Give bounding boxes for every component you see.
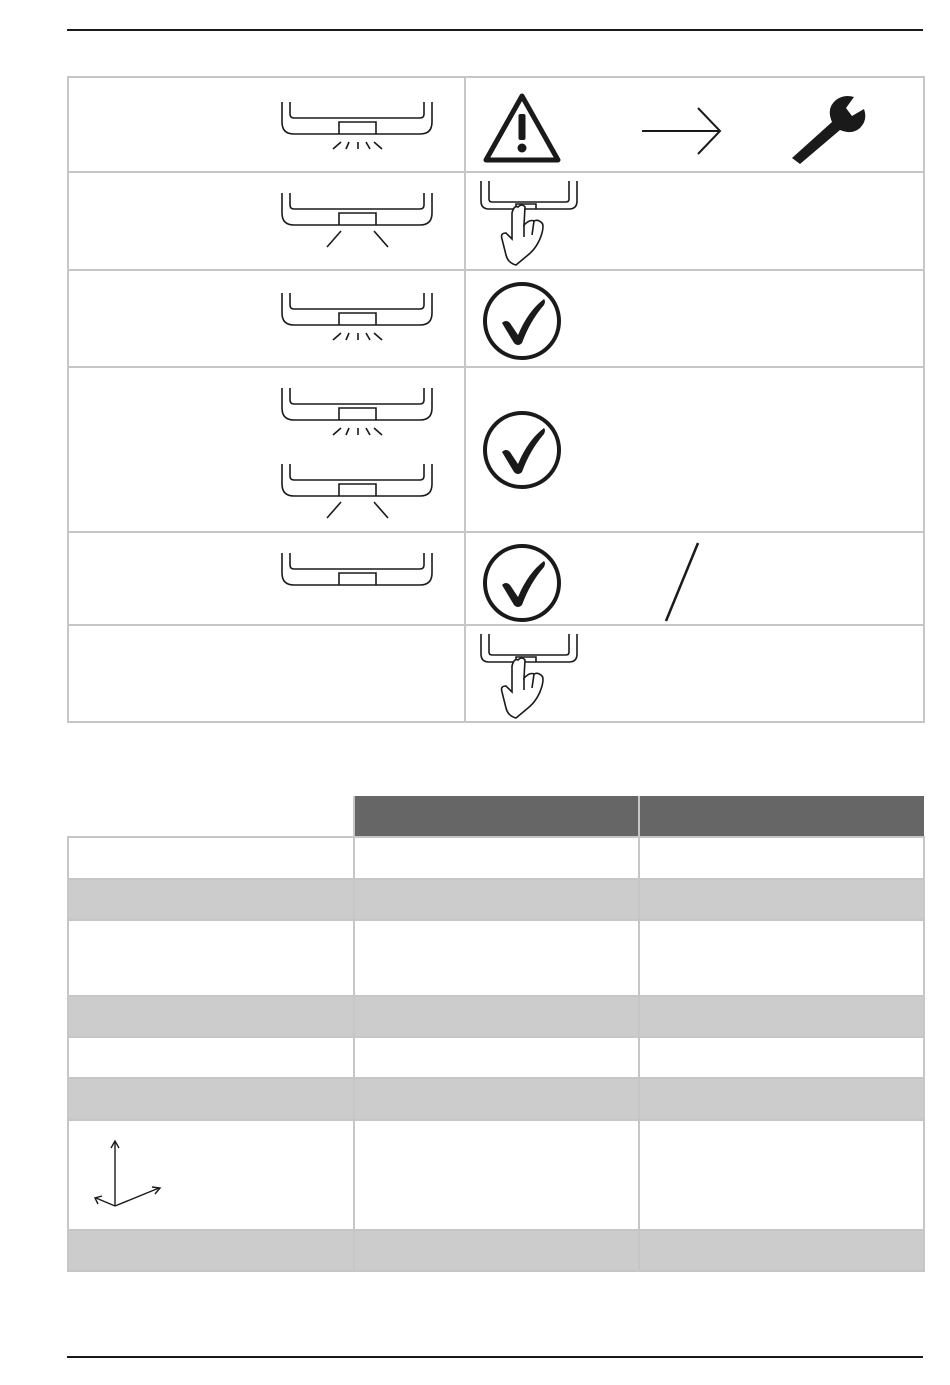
status-row: [68, 270, 924, 367]
spec-cell: [354, 837, 639, 879]
spec-row: [68, 996, 924, 1037]
state-cell: [465, 367, 924, 532]
spec-header-col-2: [639, 796, 924, 837]
button-light-on-icon: [279, 191, 435, 251]
spec-cell: [354, 1230, 639, 1271]
indicator-cell: [68, 270, 465, 367]
status-indicator-table: [67, 76, 925, 723]
button-light-flashing-icon: [279, 100, 435, 150]
state-cell: [465, 77, 924, 172]
indicator-cell: [68, 172, 465, 270]
button-light-on-icon: [279, 462, 435, 522]
spec-cell: [68, 1120, 354, 1230]
spec-row: [68, 1230, 924, 1271]
spec-row: [68, 1037, 924, 1078]
spec-cell: [639, 996, 924, 1037]
spec-header-col-1: [354, 796, 639, 837]
spec-cell: [68, 920, 354, 996]
indicator-cell: [68, 625, 465, 722]
spec-cell: [639, 1230, 924, 1271]
spec-cell: [639, 1120, 924, 1230]
press-button-icon: [478, 632, 582, 722]
spec-row: [68, 920, 924, 996]
spec-cell: [354, 879, 639, 920]
warning-triangle-icon: [482, 92, 562, 164]
spec-row: [68, 1120, 924, 1230]
status-row: [68, 532, 924, 625]
spec-cell: [354, 920, 639, 996]
button-light-off-icon: [279, 551, 435, 591]
indicator-cell: [68, 77, 465, 172]
spec-cell: [639, 879, 924, 920]
spec-cell: [639, 1037, 924, 1078]
spec-cell: [354, 1037, 639, 1078]
arrow-right-icon: [640, 104, 724, 158]
state-cell: [465, 532, 924, 625]
status-row: [68, 77, 924, 172]
state-cell: [465, 270, 924, 367]
spec-cell: [354, 1120, 639, 1230]
spec-cell: [639, 920, 924, 996]
spec-header-blank: [68, 796, 354, 837]
xyz-axes-icon: [93, 1138, 163, 1212]
header-rule: [67, 29, 923, 31]
button-light-flashing-icon: [279, 291, 435, 341]
spec-cell: [354, 996, 639, 1037]
spec-cell: [639, 837, 924, 879]
status-row: [68, 172, 924, 270]
spec-cell: [68, 1230, 354, 1271]
indicator-cell: [68, 367, 465, 532]
indicator-cell: [68, 532, 465, 625]
press-button-icon: [478, 179, 582, 269]
check-circle-icon: [482, 410, 562, 490]
spec-cell: [68, 837, 354, 879]
check-circle-icon: [482, 281, 562, 361]
status-row: [68, 367, 924, 532]
slash-separator-icon: [662, 541, 702, 623]
spec-table: [67, 796, 925, 1272]
spec-row: [68, 1078, 924, 1120]
spec-cell: [639, 1078, 924, 1120]
spec-cell: [68, 879, 354, 920]
spec-row: [68, 879, 924, 920]
spec-row: [68, 837, 924, 879]
status-row: [68, 625, 924, 722]
button-light-flashing-icon: [279, 386, 435, 436]
check-circle-icon: [482, 543, 562, 623]
spec-header-row: [68, 796, 924, 837]
footer-rule: [67, 1356, 923, 1358]
spec-cell: [68, 1037, 354, 1078]
state-cell: [465, 625, 924, 722]
spec-cell: [68, 1078, 354, 1120]
spec-cell: [68, 996, 354, 1037]
wrench-icon: [788, 92, 874, 164]
state-cell: [465, 172, 924, 270]
spec-cell: [354, 1078, 639, 1120]
